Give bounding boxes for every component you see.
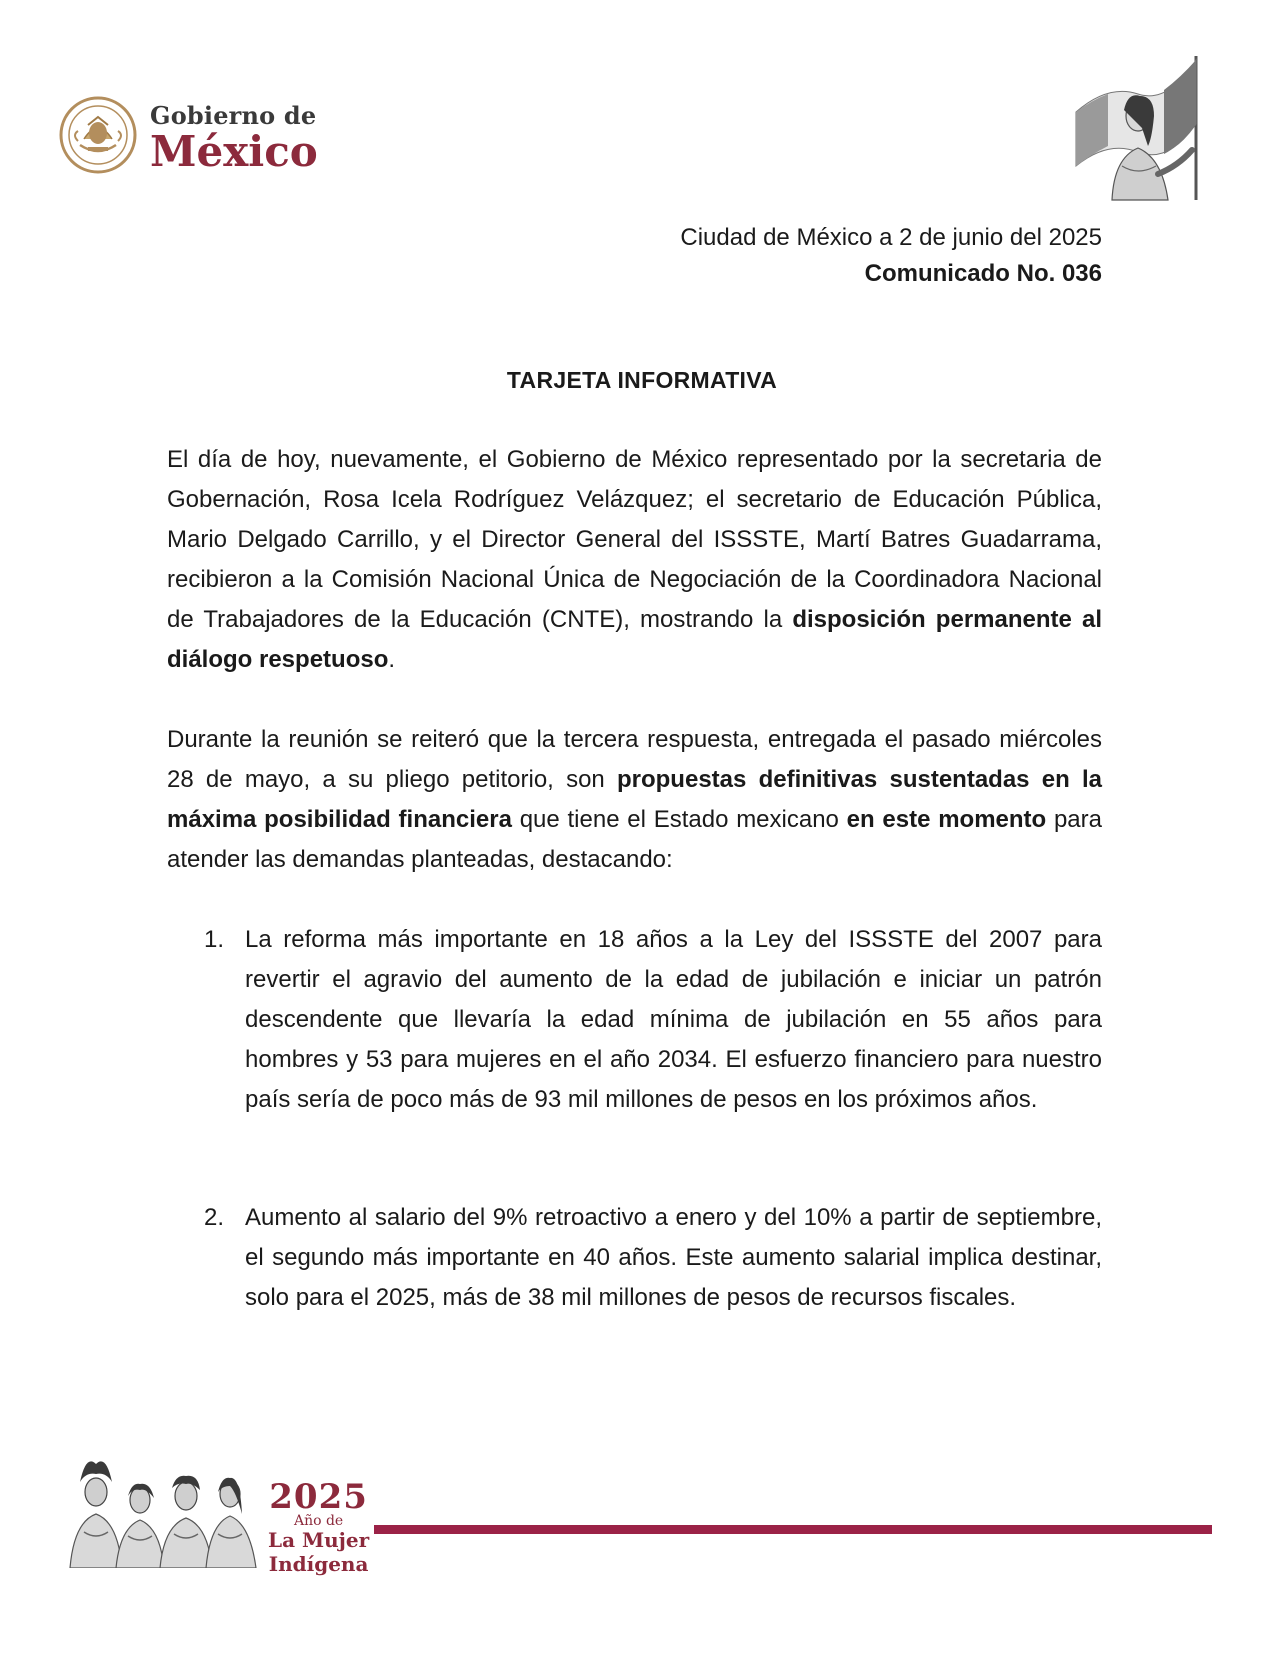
paragraph-1-text: El día de hoy, nuevamente, el Gobierno de México representado por la secretaria de Gobernación, Rosa Icela Rodríguez Velázquez; el secretario de Educación Pública, Mario Delgado Carrillo, y el Director General del ISSSTE, Martí Batres Guadarrama, recibieron a la Comisión Nacional Única de Negociación de la Coordinadora Nacional de Trabajadores de la Educación (CNTE), mostrando la xyxy=(167,446,1102,633)
paragraph-2-text-2: que tiene el Estado mexicano xyxy=(511,806,847,833)
escudo-nacional-icon xyxy=(58,95,138,175)
list-item xyxy=(167,1198,1102,1318)
gobierno-de-mexico-logo xyxy=(58,95,318,175)
place-date: Ciudad de México a 2 de junio del 2025 xyxy=(680,224,1102,251)
indigenous-women-illustration xyxy=(66,1452,260,1568)
paragraph-2-bold-1: propuestas definitivas sustentadas en la máxima posibilidad financiera xyxy=(167,766,1102,833)
footer-year: 2025 xyxy=(269,1477,368,1517)
list-item-text: La reforma más importante en 18 años a la Ley del ISSSTE del 2007 para revertir el agravio del aumento de la edad de jubilación e iniciar un patrón descendente que llevaría la edad mínima de jubilación en 55 años para hombres y 53 para mujeres en el año 2034. El esfuerzo financiero para nuestro país sería de poco más de 93 mil millones de pesos en los próximos años. xyxy=(245,926,1102,1113)
paragraph-2-bold-2: en este momento xyxy=(846,806,1047,833)
paragraph-1-end: . xyxy=(388,646,396,673)
dateline xyxy=(680,220,1102,292)
logo-line-2: México xyxy=(150,127,318,176)
logo-text xyxy=(150,101,318,176)
document-title: TARJETA INFORMATIVA xyxy=(506,367,778,393)
paragraph-1-bold: disposición permanente al diálogo respetuoso xyxy=(167,606,1102,673)
paragraph-2-text: Durante la reunión se reiteró que la tercera respuesta, entregada el pasado miércoles 28 de mayo, a su pliego petitorio, son xyxy=(167,726,1102,793)
footer-small-line: Año de xyxy=(293,1513,344,1529)
list-item-number: 2. xyxy=(204,1204,225,1231)
list-item-text: Aumento al salario del 9% retroactivo a enero y del 10% a partir de septiembre, el segundo más importante en 40 años. Este aumento salarial implica destinar, solo para el 2025, más de 38 mil millones de pesos de recursos fiscales. xyxy=(245,1204,1102,1311)
footer-divider-bar xyxy=(374,1525,1212,1534)
footer-line-2: La Mujer xyxy=(268,1528,370,1552)
numbered-list-1 xyxy=(167,920,1102,1120)
logo-line-1: Gobierno de xyxy=(150,101,317,130)
list-item xyxy=(167,920,1102,1120)
paragraph-2-text-3: para atender las demandas planteadas, destacando: xyxy=(167,806,1102,873)
footer-line-3: Indígena xyxy=(268,1552,369,1576)
numbered-list-2 xyxy=(167,1198,1102,1318)
communique-number: Comunicado No. 036 xyxy=(864,260,1102,287)
list-item-number: 1. xyxy=(204,926,225,953)
woman-with-flag-illustration xyxy=(1068,54,1212,202)
year-badge xyxy=(268,1477,370,1576)
paragraph-1 xyxy=(167,440,1102,680)
paragraph-2 xyxy=(167,720,1102,880)
